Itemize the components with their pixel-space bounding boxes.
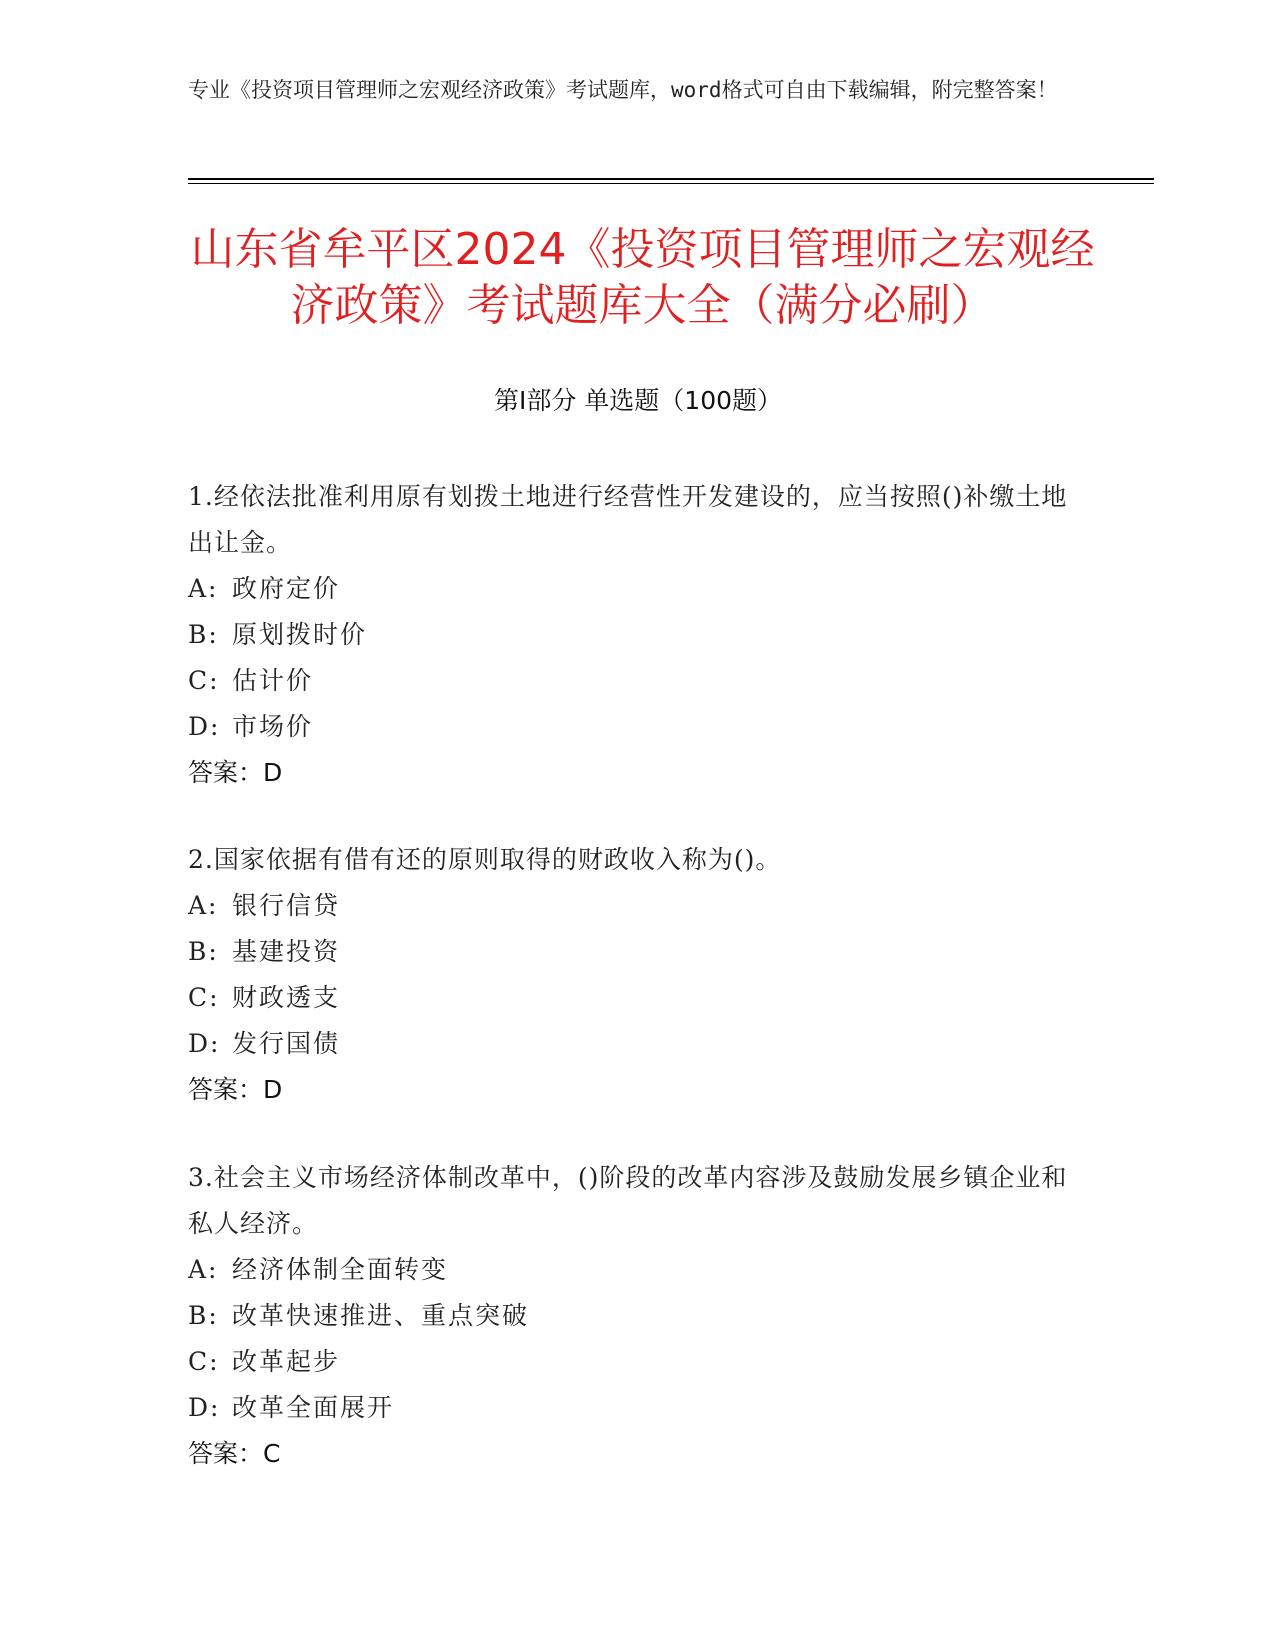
option-b <box>188 612 1068 658</box>
section-heading: 第Ⅰ部分 单选题（100题） <box>493 386 783 415</box>
option-letter: D: <box>188 1029 221 1058</box>
option-text: 经济体制全面转变 <box>232 1255 449 1284</box>
option-c <box>188 1339 1068 1385</box>
header-divider-thin <box>188 183 1154 184</box>
option-d <box>188 704 1068 750</box>
option-letter: C: <box>188 666 220 695</box>
option-letter: B: <box>188 620 219 649</box>
option-text: 基建投资 <box>232 937 341 966</box>
question-stem: 1.经依法批准利用原有划拨土地进行经营性开发建设的，应当按照()补缴土地出让金。 <box>188 482 1068 557</box>
option-letter: D: <box>188 712 221 741</box>
option-c <box>188 975 1068 1021</box>
option-letter: A: <box>188 891 219 920</box>
option-c <box>188 658 1068 704</box>
answer-line: 答案：D <box>188 758 283 787</box>
question-stem: 3.社会主义市场经济体制改革中，()阶段的改革内容涉及鼓励发展乡镇企业和私人经济。 <box>188 1163 1068 1238</box>
option-letter: C: <box>188 1347 220 1376</box>
option-a <box>188 883 1068 929</box>
option-d <box>188 1021 1068 1067</box>
option-d <box>188 1385 1068 1431</box>
header-note: 专业《投资项目管理师之宏观经济政策》考试题库，word格式可自由下载编辑，附完整答案！ <box>188 78 1058 102</box>
option-text: 政府定价 <box>232 574 341 603</box>
option-letter: C: <box>188 983 220 1012</box>
header-divider-thick <box>188 178 1154 180</box>
option-letter: B: <box>188 1301 219 1330</box>
option-letter: A: <box>188 574 219 603</box>
question-1 <box>188 474 1068 796</box>
option-letter: B: <box>188 937 219 966</box>
option-b <box>188 929 1068 975</box>
question-3 <box>188 1155 1068 1477</box>
option-text: 财政透支 <box>232 983 341 1012</box>
document-title: 山东省牟平区2024《投资项目管理师之宏观经济政策》考试题库大全（满分必刷） <box>190 224 1095 331</box>
option-text: 原划拨时价 <box>232 620 368 649</box>
question-2 <box>188 837 1068 1113</box>
answer-line: 答案：D <box>188 1075 283 1104</box>
option-text: 银行信贷 <box>232 891 341 920</box>
option-text: 市场价 <box>232 712 314 741</box>
option-text: 估计价 <box>232 666 314 695</box>
question-stem: 2.国家依据有借有还的原则取得的财政收入称为()。 <box>188 845 782 874</box>
option-b <box>188 1293 1068 1339</box>
option-text: 改革起步 <box>232 1347 341 1376</box>
option-text: 发行国债 <box>232 1029 341 1058</box>
option-text: 改革快速推进、重点突破 <box>232 1301 530 1330</box>
option-letter: D: <box>188 1393 221 1422</box>
answer-line: 答案：C <box>188 1439 281 1468</box>
option-a <box>188 1247 1068 1293</box>
option-a <box>188 566 1068 612</box>
option-text: 改革全面展开 <box>232 1393 395 1422</box>
option-letter: A: <box>188 1255 219 1284</box>
